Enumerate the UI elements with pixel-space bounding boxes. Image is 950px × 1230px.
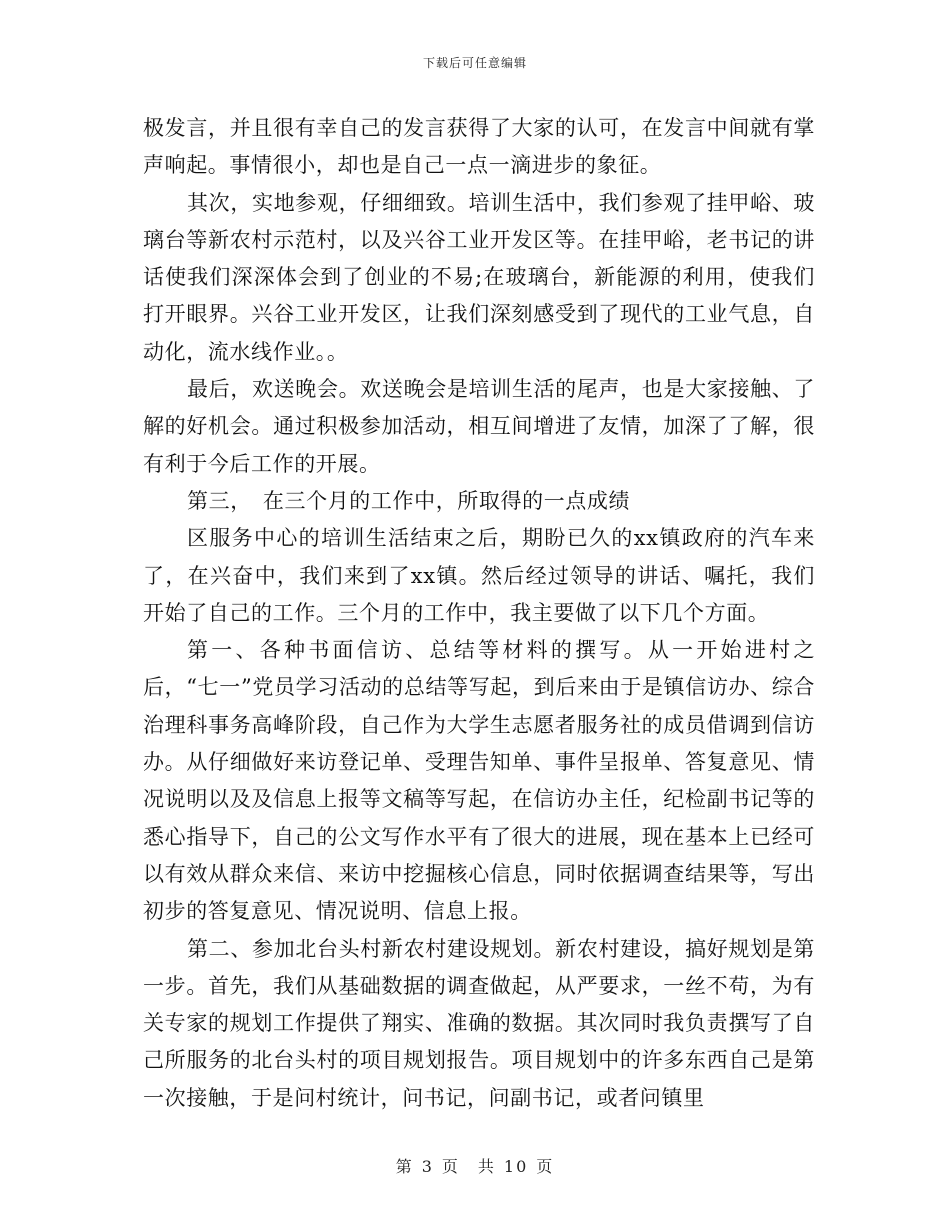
paragraph-arrival: 区服务中心的培训生活结束之后，期盼已久的xx镇政府的汽车来了，在兴奋中，我们来到了xx镇。然后经过领导的讲话、嘱托，我们开始了自己的工作。三个月的工作中，我主要做了以下几个方面。	[143, 526, 815, 625]
paragraph-farewell-party: 最后，欢送晚会。欢送晚会是培训生活的尾声，也是大家接触、了解的好机会。通过积极参加活动，相互间增进了友情，加深了了解，很有利于今后工作的开展。	[143, 377, 815, 476]
footer-suffix: 页	[536, 1157, 555, 1176]
paragraph-field-visits: 其次，实地参观，仔细细致。培训生活中，我们参观了挂甲峪、玻璃台等新农村示范村，以及兴谷工业开发区等。在挂甲峪，老书记的讲话使我们深深体会到了创业的不易;在玻璃台，新能源的利用，使我们打开眼界。兴谷工业开发区，让我们深刻感受到了现代的工业气息，自动化，流水线作业。。	[143, 190, 815, 364]
total-page-count: 10	[503, 1157, 529, 1176]
current-page-number: 3	[421, 1157, 434, 1176]
footer-prefix: 第	[395, 1157, 414, 1176]
document-body	[143, 110, 815, 1117]
footer-middle: 页 共	[441, 1157, 496, 1176]
paragraph-continuation: 极发言，并且很有幸自己的发言获得了大家的认可，在发言中间就有掌声响起。事情很小，却也是自己一点一滴进步的象征。	[143, 116, 815, 178]
page-footer	[0, 1154, 950, 1177]
section-heading-achievements: 第三， 在三个月的工作中，所取得的一点成绩	[187, 488, 631, 513]
paragraph-writing-work: 第一、各种书面信访、总结等材料的撰写。从一开始进村之后，“七一”党员学习活动的总结等写起，到后来由于是镇信访办、综合治理科事务高峰阶段，自己作为大学生志愿者服务社的成员借调到信访办。从仔细做好来访登记单、受理告知单、事件呈报单、答复意见、情况说明以及及信息上报等文稿等写起，在信访办主任，纪检副书记等的悉心指导下，自己的公文写作水平有了很大的进展，现在基本上已经可以有效从群众来信、来访中挖掘核心信息，同时依据调查结果等，写出初步的答复意见、情况说明、信息上报。	[143, 638, 815, 924]
page-header: 下载后可任意编辑	[422, 56, 527, 70]
paragraph-village-planning: 第二、参加北台头村新农村建设规划。新农村建设，搞好规划是第一步。首先，我们从基础数据的调查做起，从严要求，一丝不苟，为有关专家的规划工作提供了翔实、准确的数据。其次同时我负责撰写了自己所服务的北台头村的项目规划报告。项目规划中的许多东西自己是第一次接触，于是问村统计，问书记，问副书记，或者问镇里	[143, 936, 815, 1110]
